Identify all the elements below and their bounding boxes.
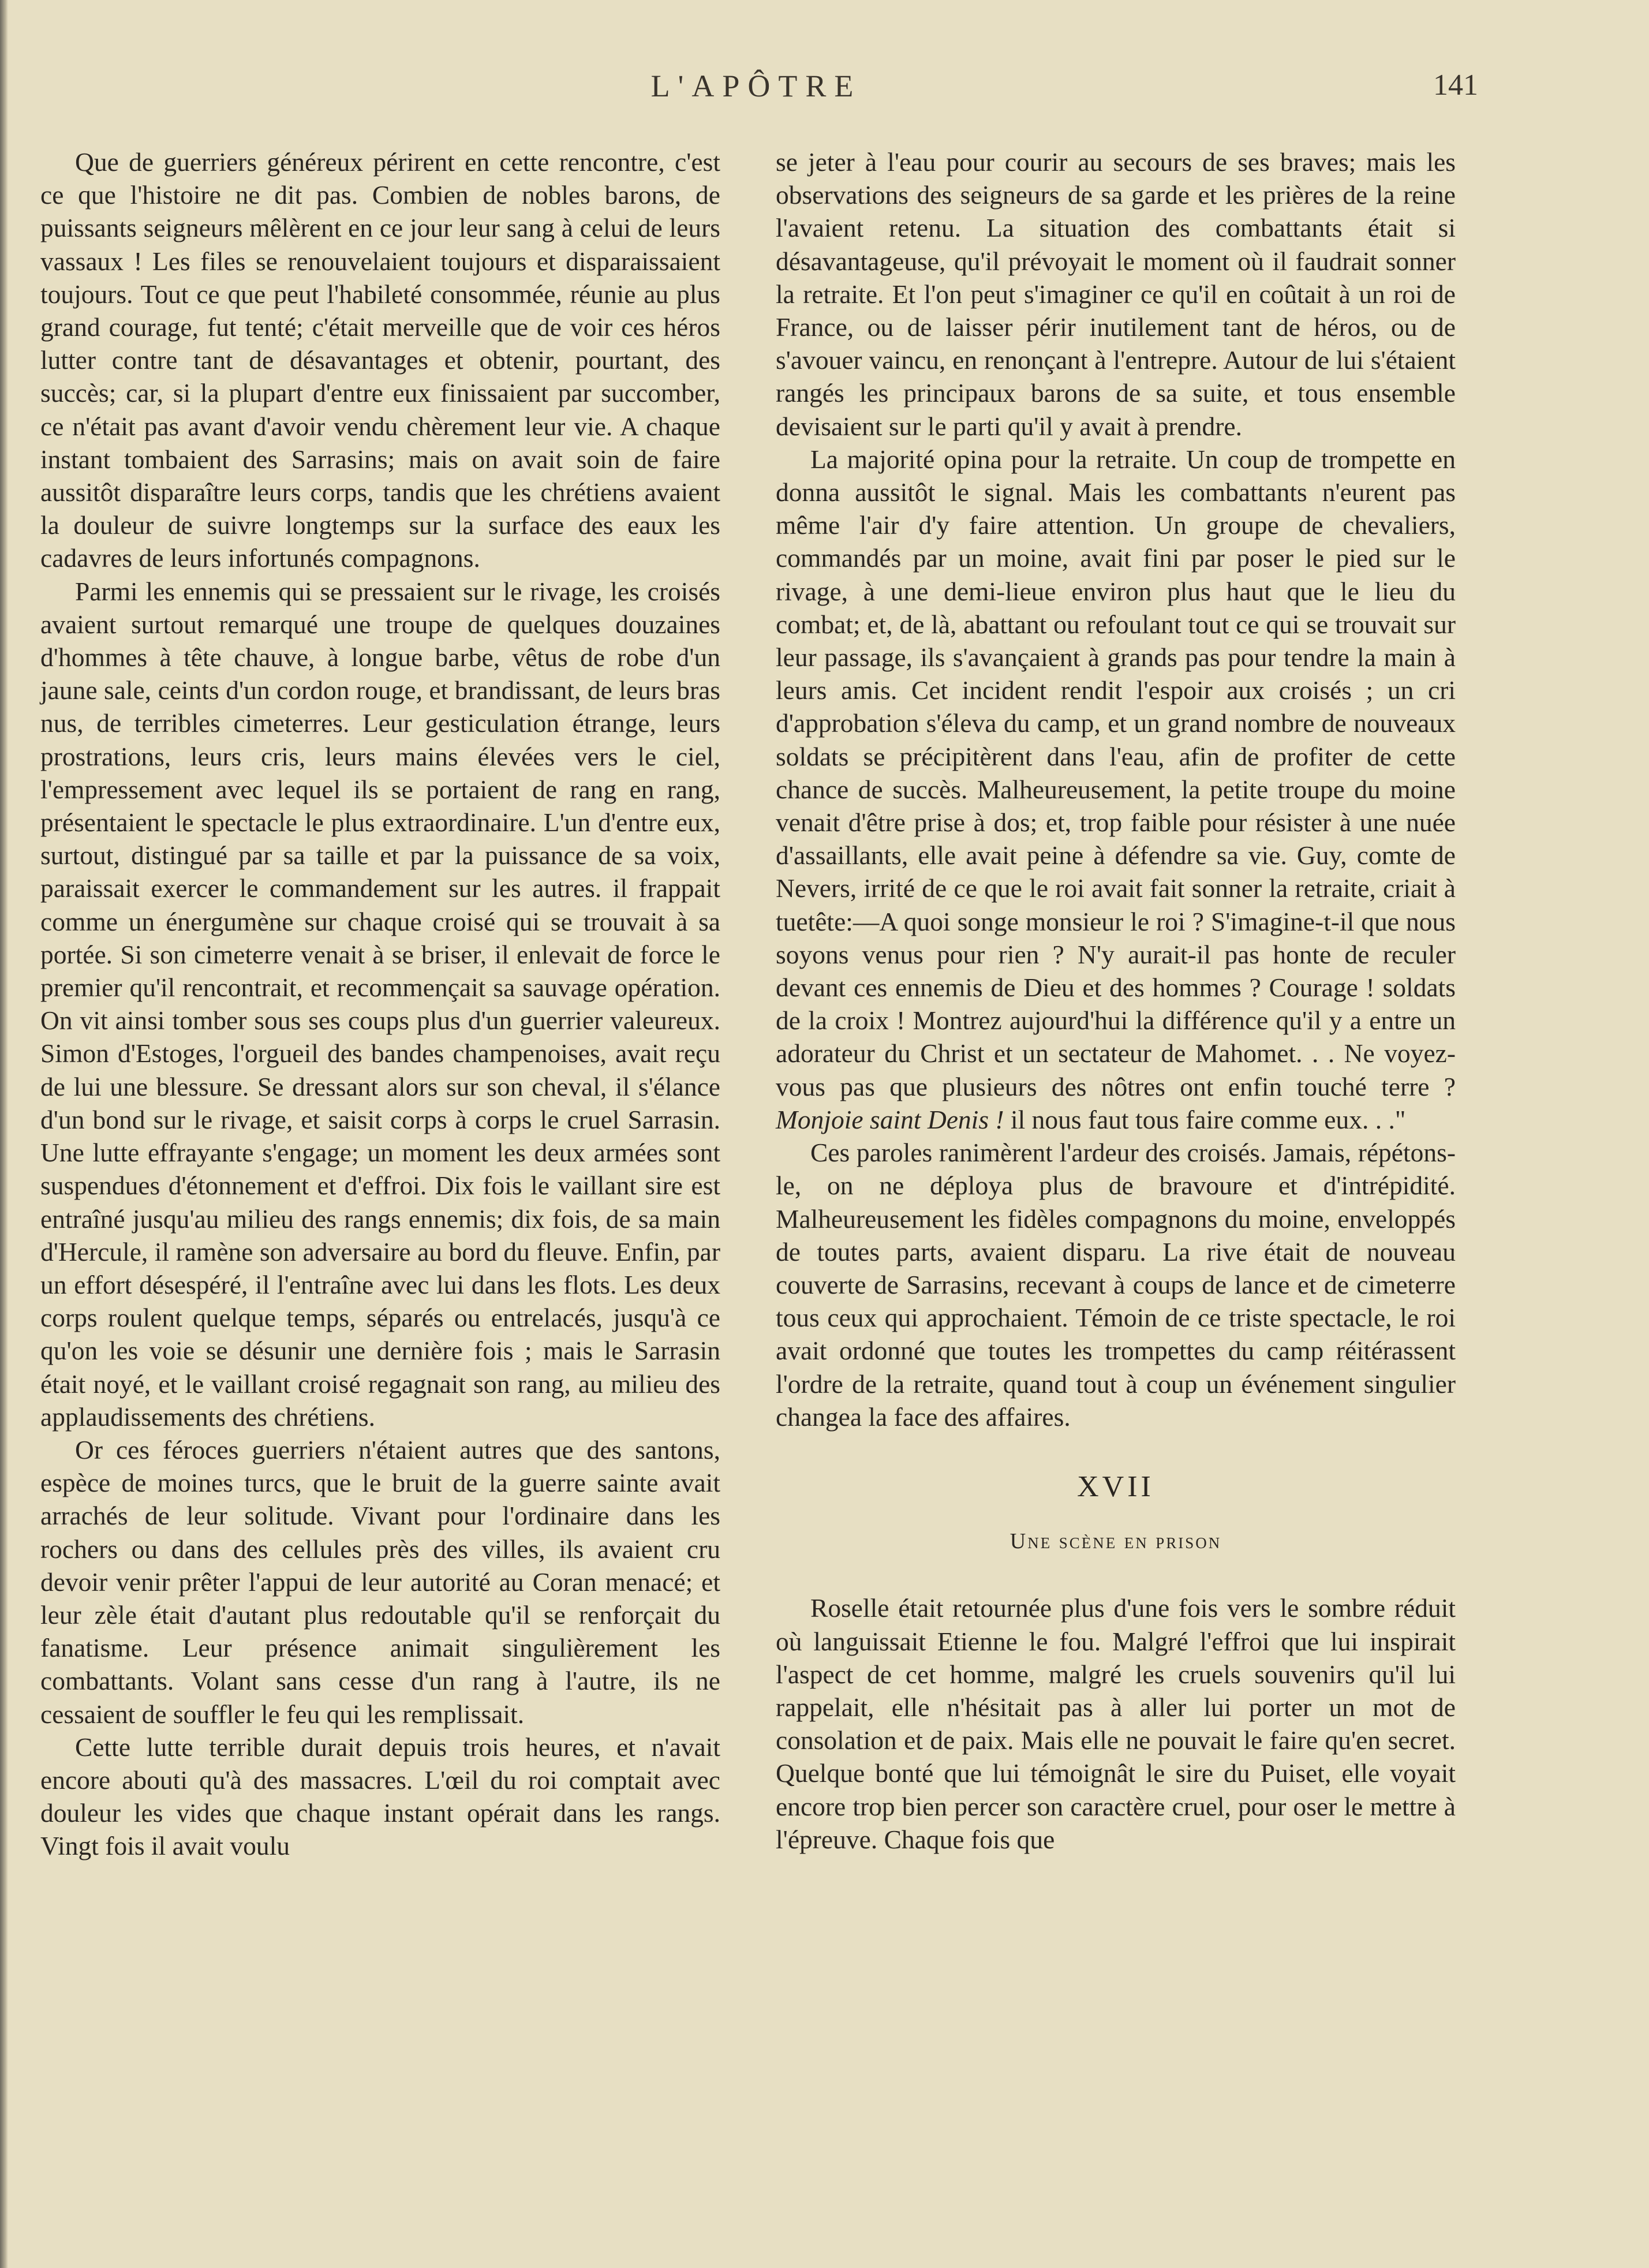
chapter-title: Une scène en prison: [1009, 1529, 1222, 1554]
running-title: L'APÔTRE: [650, 69, 862, 103]
left-column: [40, 145, 720, 1863]
page-number: 141: [1433, 69, 1478, 102]
paragraph: Que de guerriers généreux périrent en cette rencontre, c'est ce que l'histoire ne dit pas. Combien de nobles barons, de puissants seigneurs mêlèrent en ce jour leur sang à celui de leurs vassaux ! Les files se renouvelaient toujours et disparaissaient toujours. Tout ce que peut l'habileté consommée, réunie au plus grand courage, fut tenté; c'était merveille que de voir ces héros lutter contre tant de désavantages et obtenir, pourtant, des succès; car, si la plupart d'entre eux finissaient par succomber, ce n'était pas avant d'avoir vendu chèrement leur vie. A chaque instant tombaient des Sarrasins; mais on avait soin de faire aussitôt disparaître leurs corps, tandis que les chrétiens avaient la douleur de suivre longtemps sur la surface des eaux les cadavres de leurs infortunés compagnons.: [40, 147, 720, 573]
chapter-number: XVII: [1077, 1470, 1154, 1503]
paragraph: [776, 443, 1456, 1136]
page-binding-edge: [0, 0, 8, 2268]
paragraph: se jeter à l'eau pour courir au secours de ses braves; mais les observations des seigneurs de sa garde et les prières de la reine l'avaient retenu. La situation des combattants était si désavantageuse, qu'il prévoyait le moment où il faudrait sonner la retraite. Et l'on peut s'imaginer ce qu'il en coûtait à un roi de France, ou de laisser périr inutilement tant de héros, ou de s'avouer vaincu, en renonçant à l'entrepre. Autour de lui s'étaient rangés les principaux barons de sa suite, et tous ensemble devisaient sur le parti qu'il y avait à prendre.: [776, 147, 1456, 441]
paragraph: Ces paroles ranimèrent l'ardeur des croisés. Jamais, répétons-le, on ne déploya plus de bravoure et d'intrépidité. Malheureusement les fidèles compagnons du moine, enveloppés de toutes parts, avaient disparu. La rive était de nouveau couverte de Sarrasins, recevant à coups de lance et de cimeterre tous ceux qui approchaient. Témoin de ce triste spectacle, le roi avait ordonné que toutes les trompettes du camp réitérassent l'ordre de la retraite, quand tout à coup un événement singulier changea la face des affaires.: [776, 1138, 1456, 1432]
paragraph-text-end: il nous faut tous faire comme eux. . .": [1004, 1104, 1406, 1134]
paragraph-text: La majorité opina pour la retraite. Un coup de trompette en donna aussitôt le signal. Mais les combattants n'eurent pas même l'air d'y faire attention. Un groupe de chevaliers, commandés par un moine, avait fini par poser le pied sur le rivage, à une demi-lieue environ plus haut que le lieu du combat; et, de là, abattant ou refoulant tout ce qui se trouvait sur leur passage, ils s'avançaient à grands pas pour tendre la main à leurs amis. Cet incident rendit l'espoir aux croisés ; un cri d'approbation s'éleva du camp, et un grand nombre de nouveaux soldats se précipitèrent dans l'eau, afin de profiter de cette chance de succès. Malheureusement, la petite troupe du moine venait d'être prise à dos; et, trop faible pour résister à une nuée d'assaillants, elle avait peine à défendre sa vie. Guy, comte de Nevers, irrité de ce que le roi avait fait sonner la retraite, criait à tuetête:—A quoi songe monsieur le roi ? S'imagine-t-il que nous soyons venus pour rien ? N'y aurait-il pas honte de reculer devant ces ennemis de Dieu et des hommes ? Courage ! soldats de la croix ! Montrez aujourd'hui la différence qu'il y a entre un adorateur du Christ et un sectateur de Mahomet. . . Ne voyez-vous pas que plusieurs des nôtres ont enfin touché terre ?: [776, 444, 1456, 1101]
paragraph: Parmi les ennemis qui se pressaient sur le rivage, les croisés avaient surtout remarqué une troupe de quelques douzaines d'hommes à tête chauve, à longue barbe, vêtus de robe d'un jaune sale, ceints d'un cordon rouge, et brandissant, de leurs bras nus, de terribles cimeterres. Leur gesticulation étrange, leurs prostrations, leurs cris, leurs mains élevées vers le ciel, l'empressement avec lequel ils se portaient de rang en rang, présentaient le spectacle le plus extraordinaire. L'un d'entre eux, surtout, distingué par sa taille et par la puissance de sa voix, paraissait exercer le commandement sur les autres. il frappait comme un énergumène sur chaque croisé qui se trouvait à sa portée. Si son cimeterre venait à se briser, il enlevait de force le premier qu'il rencontrait, et recommençait sa sauvage opération. On vit ainsi tomber sous ses coups plus d'un guerrier valeureux. Simon d'Estoges, l'orgueil des bandes champenoises, avait reçu de lui une blessure. Se dressant alors sur son cheval, il s'élance d'un bond sur le rivage, et saisit corps à corps le cruel Sarrasin. Une lutte effrayante s'engage; un moment les deux armées sont suspendues d'étonnement et d'effroi. Dix fois le vaillant sire est entraîné jusqu'au milieu des rangs ennemis; dix fois, de sa main d'Hercule, il ramène son adversaire au bord du fleuve. Enfin, par un effort désespéré, il l'entraîne avec lui dans les flots. Les deux corps roulent quelque temps, séparés ou entrelacés, jusqu'à ce qu'on les voie se désunir une dernière fois ; mais le Sarrasin était noyé, et le vaillant croisé regagnait son rang, au milieu des applaudissements des chrétiens.: [40, 576, 720, 1432]
battle-cry: Monjoie saint Denis !: [776, 1104, 1004, 1134]
paragraph: Roselle était retournée plus d'une fois vers le sombre réduit où languissait Etienne le fou. Malgré l'effroi que lui inspirait l'aspect de cet homme, malgré les cruels souvenirs qu'il lui rappelait, elle n'hésitait pas à aller lui porter un mot de consolation et de paix. Mais elle ne pouvait le faire qu'en secret. Quelque bonté que lui témoignât le sire du Puiset, elle voyait encore trop bien percer son caractère cruel, pour oser le mettre à l'épreuve. Chaque fois que: [776, 1593, 1456, 1854]
paragraph: Cette lutte terrible durait depuis trois heures, et n'avait encore abouti qu'à des massacres. L'œil du roi comptait avec douleur les vides que chaque instant opérait dans les rangs. Vingt fois il avait voulu: [40, 1732, 720, 1861]
paragraph: Or ces féroces guerriers n'étaient autres que des santons, espèce de moines turcs, que le bruit de la guerre sainte avait arrachés de leur solitude. Vivant pour l'ordinaire dans les rochers ou dans des cellules près des villes, ils avaient cru devoir venir prêter l'appui de leur autorité au Coran menacé; et leur zèle était d'autant plus redoutable qu'il se renforçait du fanatisme. Leur présence animait singulièrement les combattants. Volant sans cesse d'un rang à l'autre, ils ne cessaient de souffler le feu qui les remplissait.: [40, 1434, 720, 1729]
right-column: [776, 145, 1456, 1856]
